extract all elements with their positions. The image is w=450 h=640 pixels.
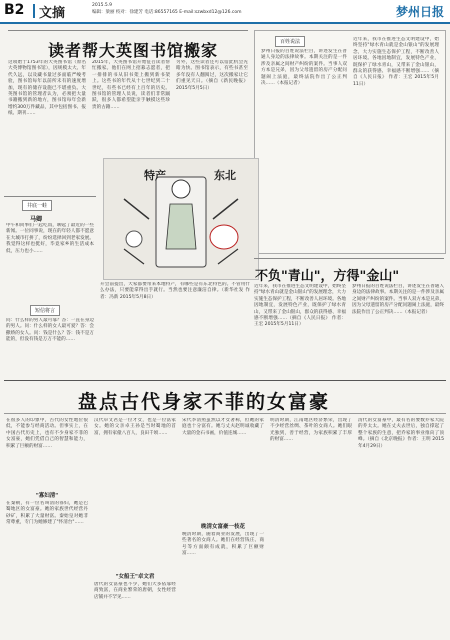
newspaper-brand: 梦州日报	[395, 5, 444, 19]
article3-col5: 清代的女富豪中，最有名的要数乔家大院的乔太太。她在丈夫去世后，独自撑起了整个家族的生意，把乔家的事业推向了顶峰。（摘自《北京晚报》作者：王明 2015年4月29日）	[358, 418, 444, 449]
column-byline: 马卿	[30, 216, 43, 223]
sidebar-text-col1: 梦州日报的百姓说法栏目，讲述发生在普通人身边的法律故事。本期关注的是一件涉及亲属之间财产纠纷的案件。当事人双方本是兄弟，因为父母遗留的房产分配问题闹上法庭，最终法院作出了公正判决……（本报记者）	[261, 49, 347, 87]
article1-col1: 这项始于1753年的大英图书馆（原名大英博物馆图书馆），因规模太大、年代久远，以及藏书量过多面临严峻考验，图书馆每年以前所未有的速度增加，现有的储存设施已不堪重负。大英图书馆的管理者认为，必须把大量书籍搬到新的地方，图书馆每年会新增约300万件藏品，其中包括图书、报纸、期刊……	[8, 60, 86, 117]
editor-line	[92, 10, 241, 16]
section-name: 文摘	[39, 6, 66, 21]
article3-col4: 明清时期，江南地区经济繁荣，出现了不少经营丝绸、茶叶的女商人。她们眼光独到，善于经营，为家族积累了丰厚的财富……	[270, 418, 352, 443]
column-text: 中午和同事们一起吃饭，聊起了最近的一些新闻。一位同事说，现在的年轻人都不愿意在大城市打拼了，纷纷选择回到老家发展。我觉得这样也挺好，毕竟家乡的生活成本低，压力也小……	[6, 223, 94, 254]
sms-tag: 短信将言	[30, 305, 60, 316]
phone: 电话:86557165	[144, 10, 178, 15]
divider	[4, 413, 446, 414]
article3-col3b: 晚清时期，随着商业的发展，出现了一些著名的女商人。她们在经营钱庄、商号等方面颇有成就，积累了巨额财富……	[182, 532, 264, 557]
article3-title: 盘点古代身家不菲的女富豪	[78, 391, 331, 413]
divider	[254, 258, 444, 259]
header-divider	[33, 4, 35, 18]
article3-col1b: 在秦朝，有一位名叫清的寡妇，她是巴蜀地区的女富豪。她的家族世代经营丹砂矿，积累了大量财富。秦始皇对她非常尊重，专门为她修建了"怀清台"……	[6, 501, 88, 526]
sidebar-box	[254, 30, 446, 254]
issue-date: 2015.5.9	[92, 3, 113, 8]
page-number	[4, 2, 24, 18]
article3-col1: 在很多人的印象中，古代的女性地位很低，不能参与经商活动。但事实上，在中国古代历史上，也有不少身家不菲的女富豪，她们凭借自己的智慧和能力，积累了巨额的财富……	[6, 418, 88, 449]
article3-col2b: 唐代的女富豪也不少，她们大多依靠经商致富，在商业繁荣的唐朝，女性经营店铺并不罕见……	[94, 582, 176, 600]
editor: 编辑：梁丽 校对：徐建芳	[92, 10, 143, 15]
divider	[4, 380, 446, 381]
cartoon-caption: 开会前提出，大家都要带来本地特产，有哪些是有东北特色的。不管用什么办法，只要能拿得出手就行。当然也要注意廉洁自律。（新华社发 作者：冯新 2015年5月8日）	[100, 282, 250, 300]
cartoon-label-right: 东北	[214, 169, 236, 182]
article3-subhead1: "寡妇清"	[35, 493, 59, 499]
sms-text: 问：什么样的男人最可靠？答：一直在身边的男人。问：什么样的女人最可爱？答：会撒娇的女人。问：钱是什么？答：钱不是万能的，但没有钱是万万不能的……	[6, 318, 94, 343]
column-tag: 井底一蛙	[22, 200, 52, 211]
page-header	[0, 0, 450, 24]
article3-subhead2: "女船王"卓文君	[115, 574, 155, 580]
email: E-mail:szwbxd12@126.com	[179, 10, 242, 15]
article1-col2: 2015年，大英图书馆开始征召读者帮忙搬家。他们在网上招募志愿者，把一排排的书从旧书架上搬到新书架上。这些书的年代从十七世纪到二十世纪，有些书已经有上百年的历史。图书馆的管理人员说，读者们非常踊跃，很多人都希望能亲手触摸这些珍贵的古籍……	[92, 60, 170, 110]
article2-col1: 近年来，我市在推进生态文明建设中，始终坚持"绿水青山就是金山银山"的发展理念，大力实施生态保护工程，不断改善人居环境。各地因地制宜，发展特色产业，既保护了绿水青山，又带来了金山银山，群众的获得感、幸福感不断增强……（摘自《人民日报》 作者：王宏 2015年5月11日）	[254, 284, 346, 328]
article3-col3: 宋代李清照虽然以才女著称，但她的家庭也十分富有。她与丈夫赵明诚收藏了大量的金石书画，价值连城……	[182, 418, 264, 436]
article3-col2: 汉代卓文君是一位才女，也是一位富家女。她的父亲卓王孙是当时蜀地的首富，拥有家僮八百人，良田千顷……	[94, 418, 176, 436]
article2-col2: 梦州日报的百姓说法栏目，讲述发生在普通人身边的法律故事。本期关注的是一件涉及亲属之间财产纠纷的案件。当事人双方本是兄弟，因为父母遗留的房产分配问题闹上法庭，最终法院作出了公正判决……（本报记者）	[352, 284, 444, 315]
article1-col3: 另外，这些读者还可以借此机会先睹为快。图书馆表示，有些书甚至多年没有人翻阅过，这次搬家让它们重见天日。（摘自《新民晚报》2015年5月5日）	[176, 60, 248, 91]
sidebar-text-col2: 近年来，我市在推进生态文明建设中，始终坚持"绿水青山就是金山银山"的发展理念，大力实施生态保护工程，不断改善人居环境。各地因地制宜，发展特色产业，既保护了绿水青山，又带来了金山银山，群众的获得感、幸福感不断增强……（摘自《人民日报》 作者：王宏 2015年5月11日）	[353, 37, 439, 87]
cartoon-illustration	[103, 158, 259, 280]
article1-title: 读者帮大英图书馆搬家	[48, 41, 219, 60]
divider	[4, 196, 96, 197]
article3-subhead3: 晚清女富豪一枝花	[200, 524, 245, 530]
article2-title: 不负"青山"，方得"金山"	[255, 269, 400, 284]
cartoon-label-left: 特产	[144, 169, 166, 182]
divider	[8, 30, 248, 31]
sidebar-tag: 百姓说法	[275, 36, 305, 47]
page-no: B2	[4, 2, 25, 18]
